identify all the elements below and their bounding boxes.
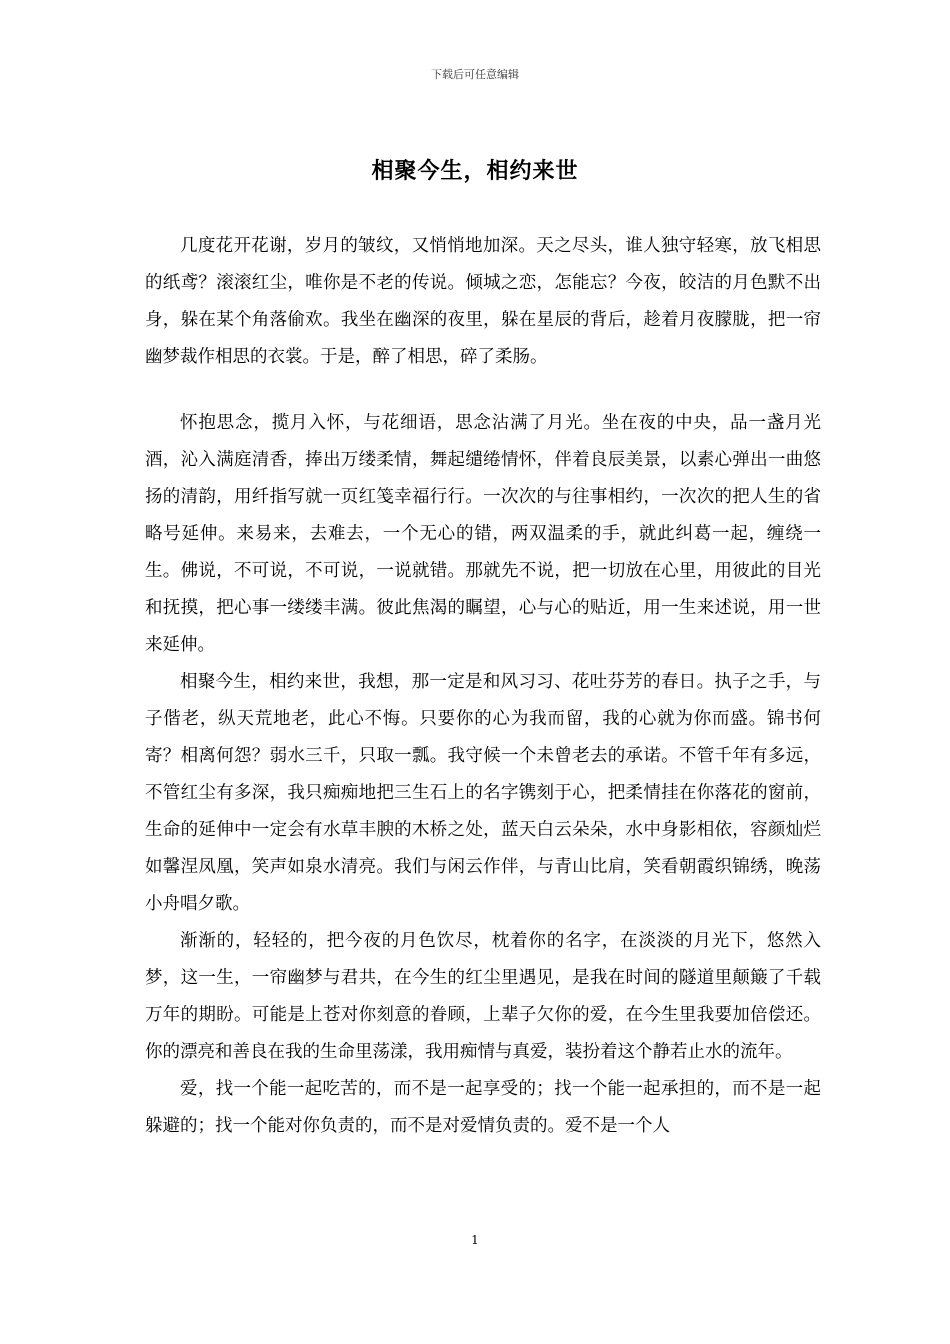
paragraph-5: 爱，找一个能一起吃苦的，而不是一起享受的；找一个能一起承担的，而不是一起躲避的；找一个能对你负责的，而不是对爱情负责的。爱不是一个人 bbox=[145, 1079, 821, 1136]
article-body bbox=[145, 228, 821, 1145]
paragraph-2: 怀抱思念，揽月入怀，与花细语，思念沾满了月光。坐在夜的中央，品一盏月光酒，沁入满庭清香，捧出万缕柔情，舞起缱绻情怀，伴着良辰美景，以素心弹出一曲悠扬的清韵，用纤指写就一页红笺幸福行行。一次次的与往事相约，一次次的把人生的省略号延伸。来易来，去难去，一个无心的错，两双温柔的手，就此纠葛一起，缠绕一生。佛说，不可说，不可说，一说就错。那就先不说，把一切放在心里，用彼此的目光和抚摸，把心事一缕缕丰满。彼此焦渴的瞩望，心与心的贴近，用一生来述说，用一世来延伸。 bbox=[145, 413, 821, 655]
article-title: 相聚今生，相约来世 bbox=[371, 158, 579, 184]
paragraph-4: 渐渐的，轻轻的，把今夜的月色饮尽，枕着你的名字，在淡淡的月光下，悠然入梦，这一生，一帘幽梦与君共，在今生的红尘里遇见，是我在时间的隧道里颠簸了千载万年的期盼。可能是上苍对你刻意的眷顾，上辈子欠你的爱，在今生里我要加倍偿还。你的漂亮和善良在我的生命里荡漾，我用痴情与真爱，装扮着这个静若止水的流年。 bbox=[145, 931, 821, 1062]
paragraph-3: 相聚今生，相约来世，我想，那一定是和风习习、花吐芬芳的春日。执子之手，与子偕老，纵天荒地老，此心不悔。只要你的心为我而留，我的心就为你而盛。锦书何寄？相离何怨？弱水三千，只取一瓢。我守候一个未曾老去的承诺。不管千年有多远，不管红尘有多深，我只痴痴地把三生石上的名字镌刻于心，把柔情挂在你落花的窗前，生命的延伸中一定会有水草丰腴的木桥之处，蓝天白云朵朵，水中身影相依，容颜灿烂如馨涅凤凰，笑声如泉水清亮。我们与闲云作伴，与青山比肩，笑看朝霞织锦绣，晚荡小舟唱夕歌。 bbox=[145, 672, 821, 914]
paragraph-1: 几度花开花谢，岁月的皱纹，又悄悄地加深。天之尽头，谁人独守轻寒，放飞相思的纸鸢？滚滚红尘，唯你是不老的传说。倾城之恋，怎能忘？今夜，皎洁的月色默不出身，躲在某个角落偷欢。我坐在幽深的夜里，躲在星辰的背后，趁着月夜朦胧，把一帘幽梦裁作相思的衣裳。于是，醉了相思，碎了柔肠。 bbox=[145, 236, 821, 367]
page-number: 1 bbox=[471, 1233, 479, 1247]
header-note: 下载后可任意编辑 bbox=[431, 68, 519, 81]
